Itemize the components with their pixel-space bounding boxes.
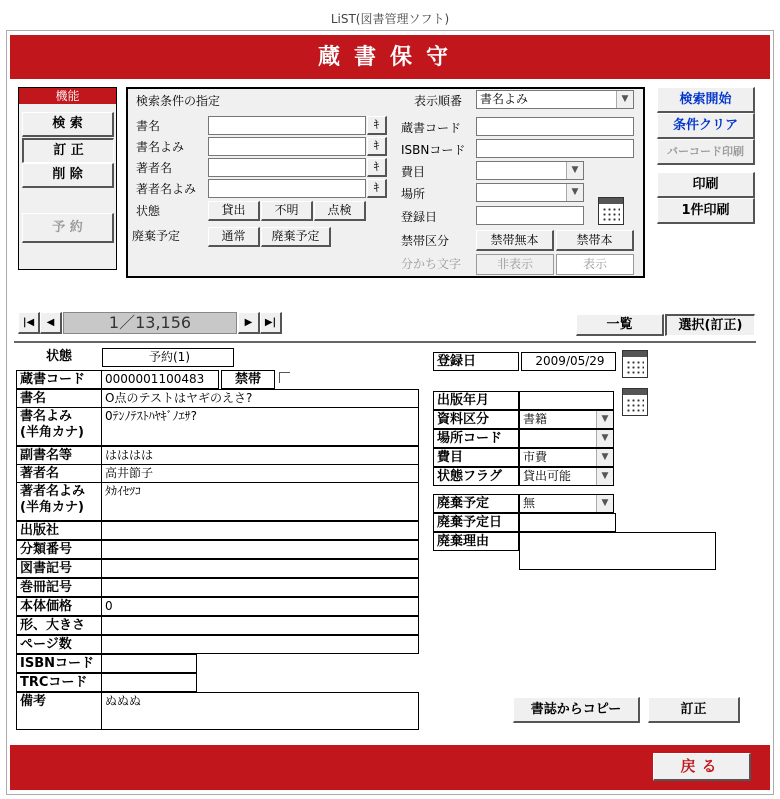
sort-order-label: 表示順番 bbox=[414, 94, 463, 108]
divider bbox=[14, 341, 756, 343]
chevron-down-icon: ▼ bbox=[596, 411, 613, 428]
search-start-button[interactable]: 検索開始 bbox=[657, 87, 755, 113]
title-value[interactable]: O点のテストはヤギのえさ? bbox=[101, 389, 419, 408]
trc-label: TRCコード bbox=[16, 673, 102, 692]
restricted-filter-only[interactable]: 禁帯本 bbox=[556, 230, 634, 251]
chevron-down-icon: ▼ bbox=[596, 468, 613, 485]
function-header: 機能 bbox=[19, 88, 116, 104]
material-label: 資料区分 bbox=[433, 410, 519, 429]
title-search-input[interactable] bbox=[208, 116, 366, 135]
subtitle-value[interactable]: はははは bbox=[101, 446, 419, 465]
separator-label: 分かち文字 bbox=[401, 257, 462, 271]
notes-label: 備考 bbox=[16, 692, 102, 730]
title-reading-search-label: 書名よみ bbox=[136, 140, 185, 154]
calendar-icon[interactable] bbox=[622, 388, 648, 416]
discard-reason-label: 廃棄理由 bbox=[433, 532, 519, 551]
book-symbol-value[interactable] bbox=[101, 559, 419, 578]
title-search-label: 書名 bbox=[136, 119, 161, 133]
expense-search-select[interactable] bbox=[476, 161, 584, 180]
trc-value[interactable] bbox=[101, 673, 197, 692]
discard-filter-label: 廃棄予定 bbox=[132, 229, 181, 243]
copy-from-bibliography-button[interactable]: 書誌からコピー bbox=[513, 697, 640, 723]
discard-filter-normal[interactable]: 通常 bbox=[208, 227, 260, 247]
class-number-value[interactable] bbox=[101, 540, 419, 559]
reg-date-label: 登録日 bbox=[433, 352, 519, 371]
title-reading-label bbox=[16, 407, 102, 446]
volume-symbol-value[interactable] bbox=[101, 578, 419, 597]
status-label: 状態 bbox=[45, 349, 72, 364]
discard-plan-select[interactable] bbox=[519, 494, 614, 513]
book-code-search-label: 蔵書コード bbox=[401, 121, 462, 135]
price-value[interactable]: 0 bbox=[101, 597, 419, 616]
chevron-down-icon: ▼ bbox=[566, 184, 583, 201]
back-button[interactable]: 戻る bbox=[653, 753, 751, 781]
clear-conditions-button[interactable]: 条件クリア bbox=[657, 113, 755, 139]
price-label: 本体価格 bbox=[16, 597, 102, 616]
location-search-label: 場所 bbox=[401, 187, 426, 201]
isbn-search-label: ISBNコード bbox=[401, 143, 466, 157]
size-value[interactable] bbox=[101, 616, 419, 635]
title-label: 書名 bbox=[16, 389, 102, 408]
size-label: 形、大きさ bbox=[16, 616, 102, 635]
status-flag-value: 貸出可能 bbox=[523, 469, 572, 483]
discard-reason-value[interactable] bbox=[519, 532, 716, 570]
status-filter-check[interactable]: 点検 bbox=[314, 201, 366, 221]
book-symbol-label: 図書記号 bbox=[16, 559, 102, 578]
status-filter-unknown[interactable]: 不明 bbox=[261, 201, 313, 221]
title-reading-label-line1: 書名よみ bbox=[20, 409, 73, 424]
edit-button[interactable]: 訂正 bbox=[648, 697, 740, 723]
last-record-button[interactable]: ▶| bbox=[260, 312, 282, 334]
volume-symbol-label: 巻冊記号 bbox=[16, 578, 102, 597]
expense-search-label: 費目 bbox=[401, 165, 426, 179]
author-reading-search-input[interactable] bbox=[208, 179, 366, 198]
location-search-select[interactable] bbox=[476, 183, 584, 202]
author-search-input[interactable] bbox=[208, 158, 366, 177]
status-filter-label: 状態 bbox=[136, 204, 161, 218]
pages-value[interactable] bbox=[101, 635, 419, 654]
separator-hide-option[interactable]: 非表示 bbox=[476, 254, 554, 275]
status-value: 予約(1) bbox=[102, 348, 234, 367]
location-code-select[interactable] bbox=[519, 429, 614, 448]
expense-label: 費目 bbox=[433, 448, 519, 467]
pub-date-label: 出版年月 bbox=[433, 391, 519, 410]
author-value[interactable]: 高井節子 bbox=[101, 464, 419, 483]
reserve-mode-button[interactable]: 予 約 bbox=[22, 213, 114, 243]
restricted-filter-none[interactable]: 禁帯無本 bbox=[476, 230, 554, 251]
publisher-value[interactable] bbox=[101, 521, 419, 540]
chevron-down-icon: ▼ bbox=[616, 91, 633, 108]
isbn-search-input[interactable] bbox=[476, 139, 634, 158]
calendar-icon[interactable] bbox=[598, 197, 624, 225]
tab-list[interactable]: 一覧 bbox=[576, 314, 664, 336]
delete-mode-button[interactable]: 削 除 bbox=[22, 163, 114, 188]
next-record-button[interactable]: ▶ bbox=[238, 312, 260, 334]
title-reading-label-line2: (半角カナ) bbox=[20, 425, 84, 440]
author-search-label: 著者名 bbox=[136, 161, 173, 175]
notes-value[interactable]: ぬぬぬ bbox=[101, 692, 419, 730]
restricted-checkbox[interactable] bbox=[279, 372, 290, 383]
isbn-label: ISBNコード bbox=[16, 654, 102, 673]
separator-show-option[interactable]: 表示 bbox=[556, 254, 634, 275]
prev-record-button[interactable]: ◀ bbox=[40, 312, 62, 334]
author-reading-search-label: 著者名よみ bbox=[136, 182, 197, 196]
expense-value: 市費 bbox=[523, 450, 548, 464]
author-reading-label bbox=[16, 482, 102, 521]
title-reading-kana-button[interactable]: ｷ bbox=[367, 137, 387, 156]
record-position: 1／13,156 bbox=[63, 312, 237, 334]
page-title-banner: 蔵書保守 bbox=[10, 35, 770, 79]
author-kana-button[interactable]: ｷ bbox=[367, 158, 387, 177]
location-code-label: 場所コード bbox=[433, 429, 519, 448]
chevron-down-icon: ▼ bbox=[596, 449, 613, 466]
restricted-label: 禁帯 bbox=[221, 370, 275, 389]
chevron-down-icon: ▼ bbox=[596, 495, 613, 512]
material-value: 書籍 bbox=[523, 412, 548, 426]
status-filter-lent[interactable]: 貸出 bbox=[208, 201, 260, 221]
search-conditions-header: 検索条件の指定 bbox=[136, 94, 221, 108]
discard-plan-value: 無 bbox=[523, 496, 536, 510]
status-flag-label: 状態フラグ bbox=[433, 467, 519, 486]
title-reading-search-input[interactable] bbox=[208, 137, 366, 156]
author-reading-kana-button[interactable]: ｷ bbox=[367, 179, 387, 198]
first-record-button[interactable]: |◀ bbox=[18, 312, 40, 334]
window-title: LiST(図書管理ソフト) bbox=[330, 12, 450, 26]
expense-select[interactable] bbox=[519, 448, 614, 467]
calendar-icon[interactable] bbox=[622, 350, 648, 378]
print-button[interactable]: 印刷 bbox=[657, 172, 755, 198]
title-kana-button[interactable]: ｷ bbox=[367, 116, 387, 135]
chevron-down-icon: ▼ bbox=[566, 162, 583, 179]
discard-filter-planned[interactable]: 廃棄予定 bbox=[261, 227, 331, 247]
print-one-button[interactable]: 1件印刷 bbox=[657, 198, 755, 224]
search-mode-button[interactable]: 検 索 bbox=[22, 112, 114, 137]
edit-mode-button[interactable]: 訂 正 bbox=[22, 138, 114, 163]
reg-date-search-input[interactable] bbox=[476, 206, 584, 225]
reg-date-search-label: 登録日 bbox=[401, 210, 438, 224]
class-number-label: 分類番号 bbox=[16, 540, 102, 559]
discard-plan-label: 廃棄予定 bbox=[433, 494, 519, 513]
reg-date-value[interactable]: 2009/05/29 bbox=[521, 352, 616, 371]
book-code-label: 蔵書コード bbox=[16, 370, 102, 389]
pages-label: ページ数 bbox=[16, 635, 102, 654]
author-reading-label-line2: (半角カナ) bbox=[20, 500, 84, 515]
status-flag-select[interactable] bbox=[519, 467, 614, 486]
publisher-label: 出版社 bbox=[16, 521, 102, 540]
tab-select-edit[interactable]: 選択(訂正) bbox=[665, 314, 755, 336]
chevron-down-icon: ▼ bbox=[596, 430, 613, 447]
author-label: 著者名 bbox=[16, 464, 102, 483]
isbn-value[interactable] bbox=[101, 654, 197, 673]
author-reading-label-line1: 著者名よみ bbox=[20, 484, 86, 499]
sort-order-value: 書名よみ bbox=[480, 92, 529, 106]
material-select[interactable] bbox=[519, 410, 614, 429]
barcode-print-button[interactable]: バーコード印刷 bbox=[657, 139, 755, 165]
discard-date-value[interactable] bbox=[519, 513, 616, 532]
author-reading-value[interactable]: ﾀｶｲｾﾂｺ bbox=[101, 482, 419, 521]
discard-date-label: 廃棄予定日 bbox=[433, 513, 519, 532]
pub-date-value[interactable] bbox=[519, 391, 614, 410]
title-reading-value[interactable]: 0ﾃﾝﾉﾃｽﾄﾊﾔｷﾞﾉｴｻ? bbox=[101, 407, 419, 446]
book-code-value[interactable]: 0000001100483 bbox=[101, 370, 219, 389]
restricted-filter-label: 禁帯区分 bbox=[401, 234, 450, 248]
subtitle-label: 副書名等 bbox=[16, 446, 102, 465]
sort-order-select[interactable] bbox=[476, 90, 634, 109]
book-code-search-input[interactable] bbox=[476, 117, 634, 136]
